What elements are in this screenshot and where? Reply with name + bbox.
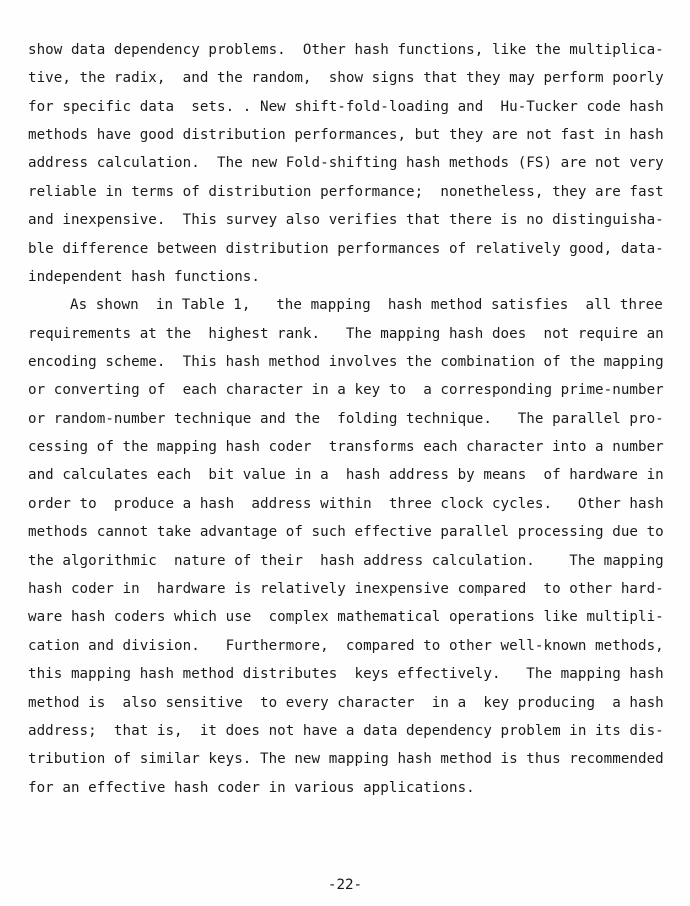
paragraph-2-line: the algorithmic nature of their hash address calculation. The mapping bbox=[28, 553, 664, 569]
paragraph-2-line: hash coder in hardware is relatively inexpensive compared to other hard- bbox=[28, 581, 664, 597]
paragraph-2-line: requirements at the highest rank. The mapping hash does not require an bbox=[28, 326, 664, 342]
page-number: -22- bbox=[327, 877, 363, 893]
paragraph-1-line: show data dependency problems. Other hash functions, like the multiplica- bbox=[28, 42, 664, 58]
paragraph-1-line: independent hash functions. bbox=[28, 269, 260, 285]
paragraph-1-line: reliable in terms of distribution performance; nonetheless, they are fast bbox=[28, 184, 664, 200]
paragraph-2-line: As shown in Table 1, the mapping hash method satisfies all three bbox=[70, 297, 663, 313]
paragraph-1-line: address calculation. The new Fold-shifting hash methods (FS) are not very bbox=[28, 155, 664, 171]
paragraph-2-line: cessing of the mapping hash coder transforms each character into a number bbox=[28, 439, 664, 455]
paragraph-2-line: or random-number technique and the folding technique. The parallel pro- bbox=[28, 411, 664, 427]
paragraph-2-line: or converting of each character in a key to a corresponding prime-number bbox=[28, 382, 664, 398]
paragraph-1-line: tive, the radix, and the random, show signs that they may perform poorly bbox=[28, 70, 664, 86]
paragraph-1-line: for specific data sets. . New shift-fold-loading and Hu-Tucker code hash bbox=[28, 99, 664, 115]
paragraph-2-line: tribution of similar keys. The new mapping hash method is thus recommended bbox=[28, 751, 664, 767]
paragraph-2-line: method is also sensitive to every character in a key producing a hash bbox=[28, 695, 664, 711]
paragraph-1-line: methods have good distribution performances, but they are not fast in hash bbox=[28, 127, 664, 143]
paragraph-1-line: ble difference between distribution performances of relatively good, data- bbox=[28, 241, 664, 257]
paragraph-2-line: and calculates each bit value in a hash address by means of hardware in bbox=[28, 467, 664, 483]
paragraph-2-line: this mapping hash method distributes keys effectively. The mapping hash bbox=[28, 666, 664, 682]
paragraph-2-line: methods cannot take advantage of such effective parallel processing due to bbox=[28, 524, 664, 540]
paragraph-2-line: address; that is, it does not have a data dependency problem in its dis- bbox=[28, 723, 664, 739]
paragraph-2-line: ware hash coders which use complex mathematical operations like multipli- bbox=[28, 609, 664, 625]
paragraph-2-line: cation and division. Furthermore, compared to other well-known methods, bbox=[28, 638, 664, 654]
paragraph-2-line: encoding scheme. This hash method involves the combination of the mapping bbox=[28, 354, 664, 370]
paragraph-1-line: and inexpensive. This survey also verifies that there is no distinguisha- bbox=[28, 212, 664, 228]
paragraph-2-line: order to produce a hash address within three clock cycles. Other hash bbox=[28, 496, 664, 512]
paragraph-2-line: for an effective hash coder in various applications. bbox=[28, 780, 475, 796]
